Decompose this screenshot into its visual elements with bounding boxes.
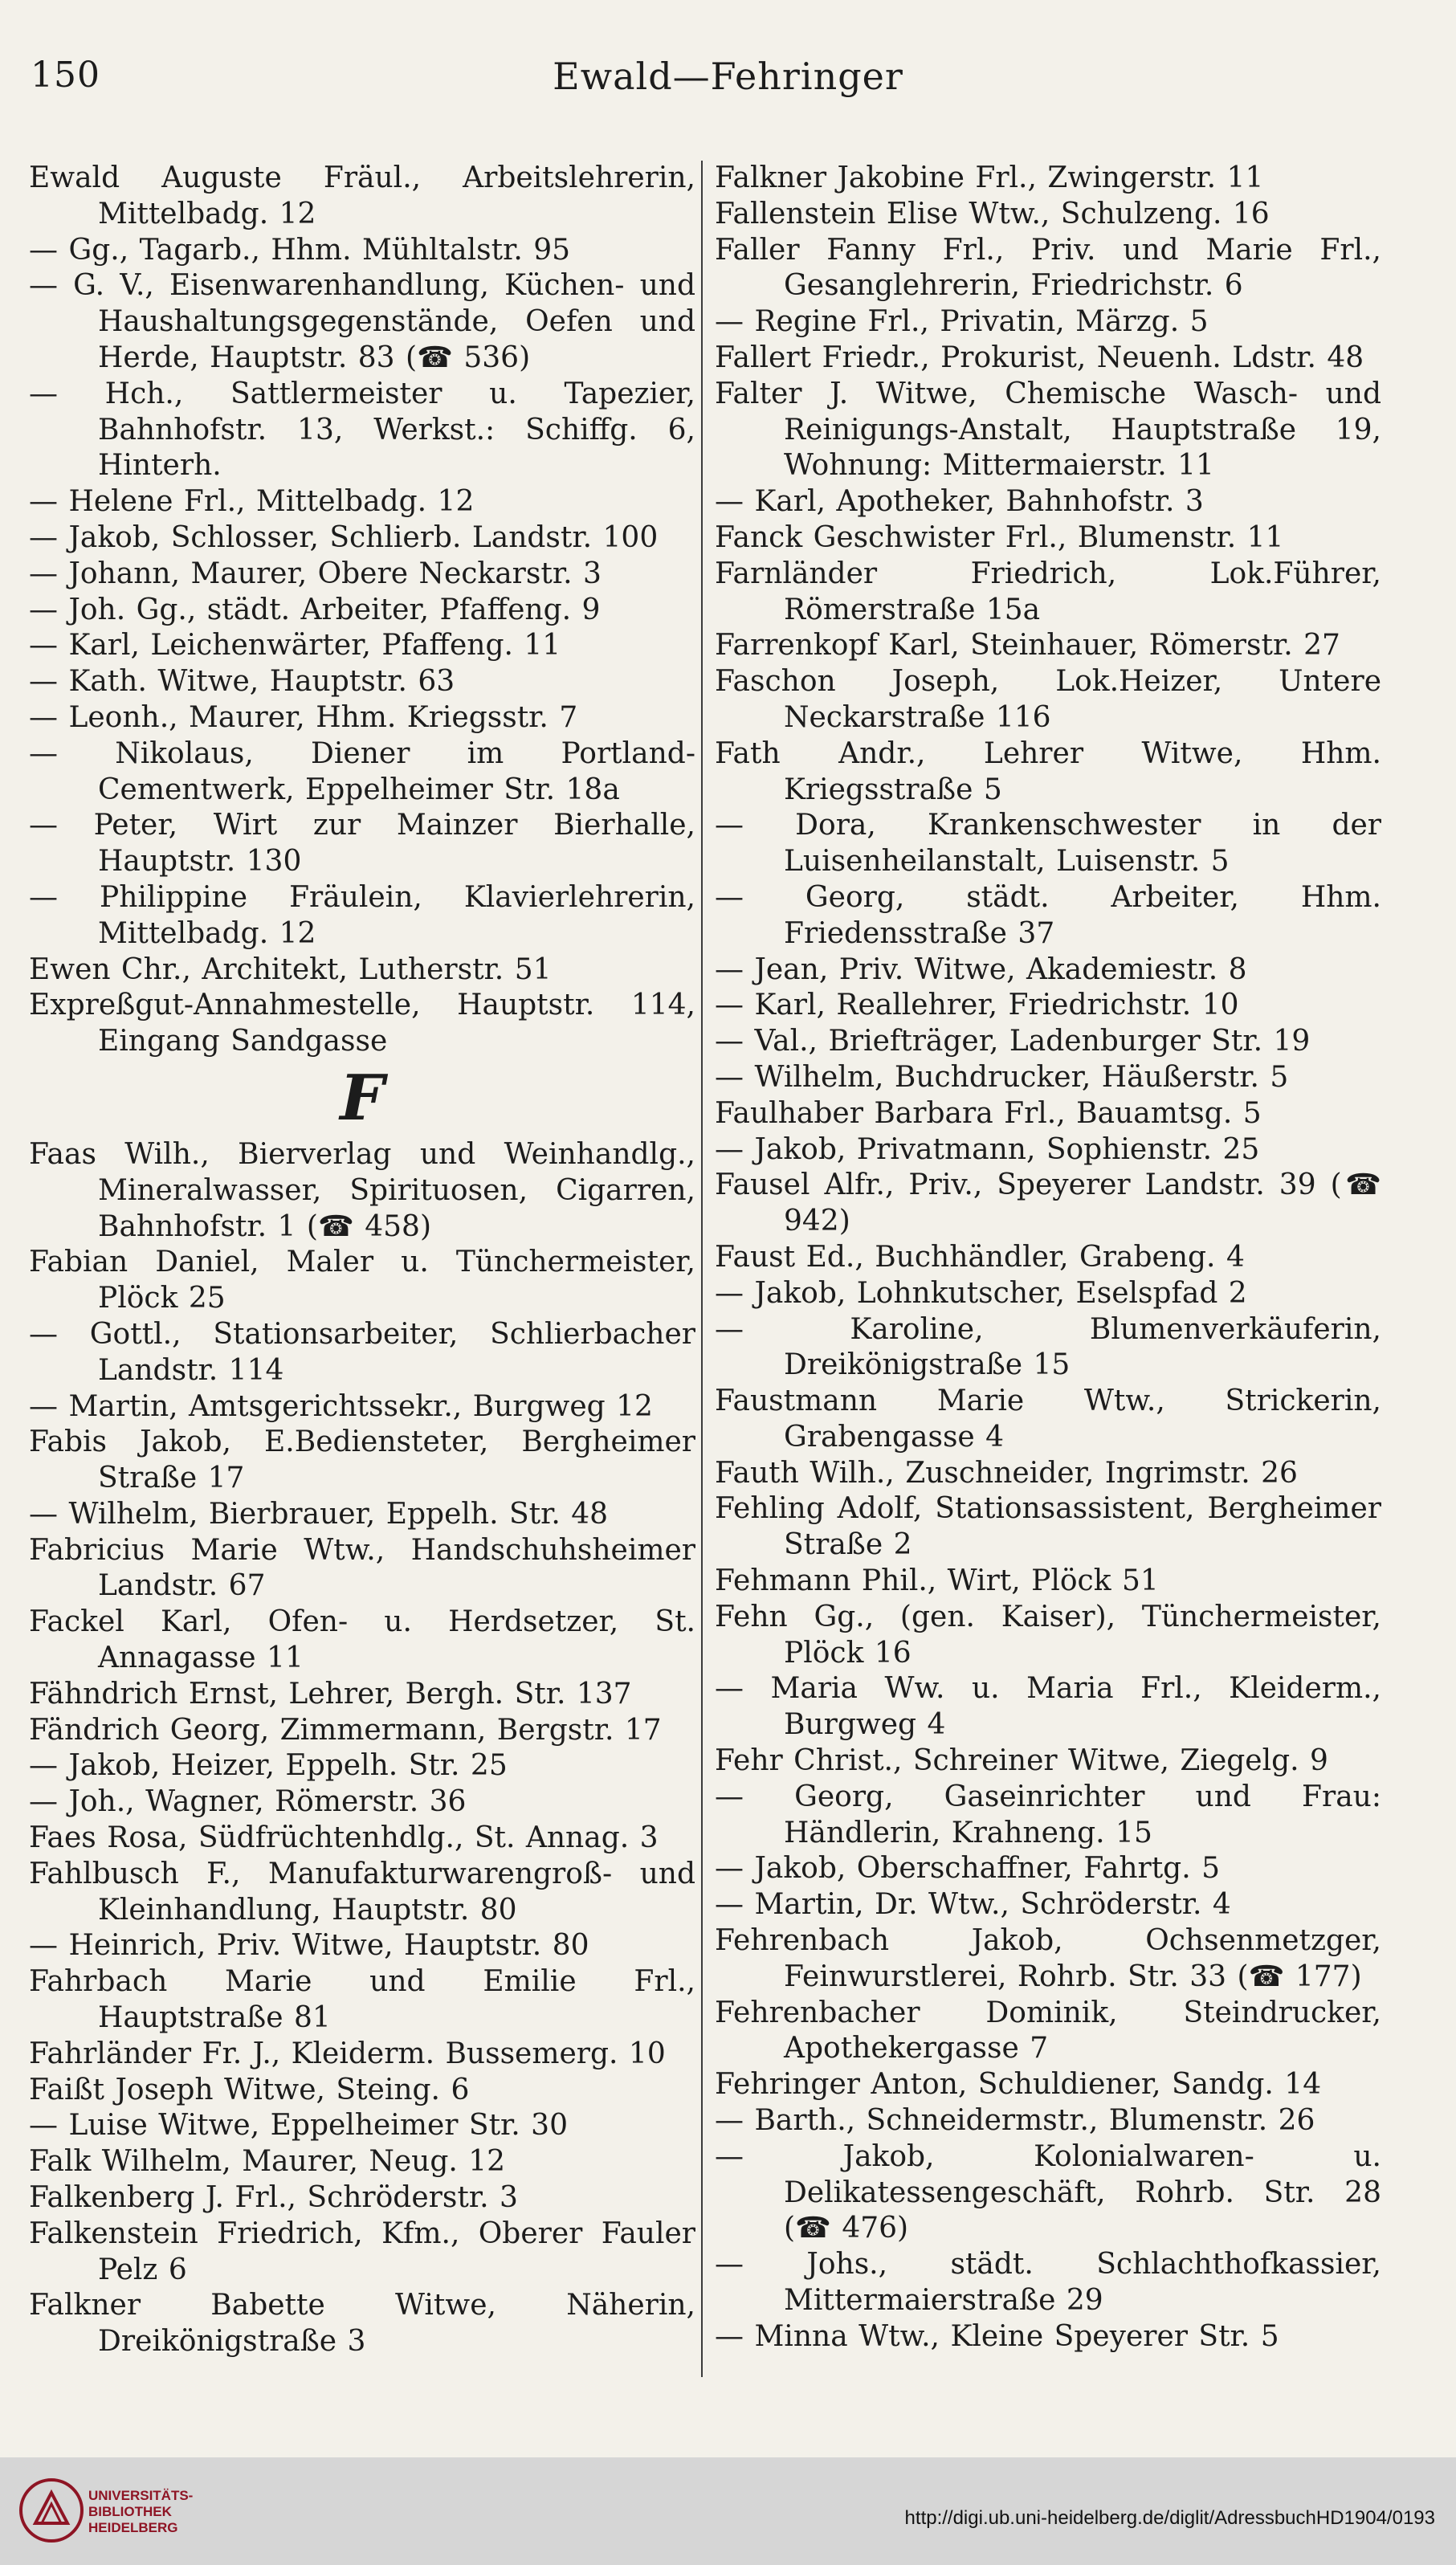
right-column-entry: Farrenkopf Karl, Steinhauer, Römerstr. 27 [715,629,1340,663]
column-divider [701,161,703,2377]
page-header [0,55,1456,111]
left-column-entry: Falkenstein Friedrich, Kfm., Oberer Fauler Pelz 6 [29,2216,695,2286]
right-column-entry: Farnländer Friedrich, Lok.Führer, Römerstraße 15a [715,557,1381,626]
source-url-link[interactable]: http://digi.ub.uni-heidelberg.de/diglit/AdressbuchHD1904/0193 [904,2507,1435,2529]
left-column-entry: — Heinrich, Priv. Witwe, Hauptstr. 80 [29,1929,589,1963]
right-column-entry: — Karl, Apotheker, Bahnhofstr. 3 [715,485,1204,519]
right-column-entry: Fallert Friedr., Prokurist, Neuenh. Ldstr. 48 [715,341,1364,374]
left-column-entry: — Leonh., Maurer, Hhm. Kriegsstr. 7 [29,700,578,734]
footer-bar [0,2457,1456,2565]
left-column-entry: — Helene Frl., Mittelbadg. 12 [29,485,475,519]
left-column-entry: — Hch., Sattlermeister u. Tapezier, Bahnhofstr. 13, Werkst.: Schiffg. 6, Hinterh. [29,377,695,483]
left-column-entry: Faißt Joseph Witwe, Steing. 6 [29,2073,470,2106]
right-column-entry: — Barth., Schneidermstr., Blumenstr. 26 [715,2104,1315,2138]
right-column-entry: Fallenstein Elise Wtw., Schulzeng. 16 [715,197,1270,230]
right-column-entry: — Jakob, Lohnkutscher, Eselspfad 2 [715,1276,1247,1310]
right-column-entry: — Minna Wtw., Kleine Speyerer Str. 5 [715,2319,1279,2353]
left-column-entry: Fabian Daniel, Maler u. Tünchermeister, Plöck 25 [29,1246,695,1315]
right-column-entry: — Val., Briefträger, Ladenburger Str. 19 [715,1025,1311,1058]
right-column-entry: Falkner Jakobine Frl., Zwingerstr. 11 [715,161,1264,194]
left-column-entry: Fabis Jakob, E.Bediensteter, Bergheimer Straße 17 [29,1425,695,1495]
left-column-entry: — Karl, Leichenwärter, Pfaffeng. 11 [29,629,561,663]
right-column-entry: Faschon Joseph, Lok.Heizer, Untere Neckarstraße 116 [715,665,1381,734]
university-seal-icon [18,2477,85,2544]
left-column-entry: Fahrbach Marie und Emilie Frl., Hauptstraße 81 [29,1965,695,2035]
right-column-entry: Fehr Christ., Schreiner Witwe, Ziegelg. 9 [715,1744,1328,1778]
left-column-entry: — Wilhelm, Bierbrauer, Eppelh. Str. 48 [29,1497,609,1531]
left-column-entry: — Gottl., Stationsarbeiter, Schlierbacher Landstr. 114 [29,1317,695,1387]
right-column-entry: — Jakob, Privatmann, Sophienstr. 25 [715,1132,1260,1166]
left-column-entry: — Joh., Wagner, Römerstr. 36 [29,1785,467,1819]
right-column-entry: — Dora, Krankenschwester in der Luisenheilanstalt, Luisenstr. 5 [715,809,1381,879]
right-column-entry: Fehringer Anton, Schuldiener, Sandg. 14 [715,2068,1322,2102]
left-column-entry: Falk Wilhelm, Maurer, Neug. 12 [29,2145,506,2179]
left-column-entry: — Jakob, Schlosser, Schlierb. Landstr. 100 [29,520,659,554]
right-column-entry: Fehling Adolf, Stationsassistent, Bergheimer Straße 2 [715,1492,1381,1562]
library-logo-text: UNIVERSITÄTS- BIBLIOTHEK HEIDELBERG [88,2488,194,2535]
right-column-entry: — Regine Frl., Privatin, Märzg. 5 [715,305,1209,339]
running-title: Ewald—Fehringer [553,55,903,98]
left-column-entry: Fahrländer Fr. J., Kleiderm. Bussemerg. 10 [29,2037,666,2070]
left-column-entry: Fähndrich Ernst, Lehrer, Bergh. Str. 137 [29,1677,632,1711]
left-column-entry: Falkner Babette Witwe, Näherin, Dreikönigstraße 3 [29,2289,695,2359]
right-column-entry: — Wilhelm, Buchdrucker, Häußerstr. 5 [715,1060,1289,1094]
right-column-entry: Fauth Wilh., Zuschneider, Ingrimstr. 26 [715,1456,1298,1490]
right-column-entry: Fehmann Phil., Wirt, Plöck 51 [715,1564,1159,1598]
right-column-entry: Fath Andr., Lehrer Witwe, Hhm. Kriegsstraße 5 [715,736,1381,806]
left-column-entry: Fackel Karl, Ofen- u. Herdsetzer, St. Annagasse 11 [29,1605,695,1675]
left-column-entry: — Martin, Amtsgerichtssekr., Burgweg 12 [29,1389,653,1423]
left-column-entry: Falkenberg J. Frl., Schröderstr. 3 [29,2181,518,2215]
right-column-entry: Faustmann Marie Wtw., Strickerin, Grabengasse 4 [715,1384,1381,1454]
right-column-entry: Fehrenbach Jakob, Ochsenmetzger, Feinwurstlerei, Rohrb. Str. 33 (☎ 177) [715,1924,1381,1993]
right-column-entry: — Maria Ww. u. Maria Frl., Kleiderm., Burgweg 4 [715,1672,1381,1742]
right-column-entry: — Johs., städt. Schlachthofkassier, Mittermaierstraße 29 [715,2248,1381,2318]
left-column-entry: — Luise Witwe, Eppelheimer Str. 30 [29,2109,568,2143]
left-column-entry: — Kath. Witwe, Hauptstr. 63 [29,665,455,699]
right-column-entry: — Georg, städt. Arbeiter, Hhm. Friedensstraße 37 [715,880,1381,950]
right-column-entry: — Jean, Priv. Witwe, Akademiestr. 8 [715,952,1247,986]
right-column-entry: Faller Fanny Frl., Priv. und Marie Frl., Gesanglehrerin, Friedrichstr. 6 [715,233,1381,303]
right-column-entry: Fanck Geschwister Frl., Blumenstr. 11 [715,520,1284,554]
right-column-entry: Fausel Alfr., Priv., Speyerer Landstr. 39 (☎ 942) [715,1168,1381,1238]
right-column-entry: — Georg, Gaseinrichter und Frau: Händlerin, Krahneng. 15 [715,1780,1381,1849]
left-column-entry: — Gg., Tagarb., Hhm. Mühltalstr. 95 [29,233,571,267]
right-column-entry: Faulhaber Barbara Frl., Bauamtsg. 5 [715,1096,1262,1130]
left-column [29,161,695,2360]
right-column [715,161,1381,2355]
right-column-entry: — Karoline, Blumenverkäuferin, Dreikönigstraße 15 [715,1312,1381,1382]
left-column-entry: — Joh. Gg., städt. Arbeiter, Pfaffeng. 9 [29,593,601,626]
right-column-entry: Faust Ed., Buchhändler, Grabeng. 4 [715,1240,1245,1274]
left-column-entry: — Peter, Wirt zur Mainzer Bierhalle, Hauptstr. 130 [29,809,695,879]
right-column-entry: Fehn Gg., (gen. Kaiser), Tünchermeister, Plöck 16 [715,1600,1381,1670]
left-column-entry: Fändrich Georg, Zimmermann, Bergstr. 17 [29,1713,662,1747]
right-column-entry: — Jakob, Kolonialwaren- u. Delikatessengeschäft, Rohrb. Str. 28 (☎ 476) [715,2139,1381,2245]
left-column-entry: Expreßgut-Annahmestelle, Hauptstr. 114, Eingang Sandgasse [29,989,695,1058]
left-column-entry: Fabricius Marie Wtw., Handschuhsheimer Landstr. 67 [29,1533,695,1603]
left-column-entry: — G. V., Eisenwarenhandlung, Küchen- und Haushaltungsgegenstände, Oefen und Herde, Hauptstr. 83 (☎ 536) [29,269,695,374]
left-column-entry: — Philippine Fräulein, Klavierlehrerin, Mittelbadg. 12 [29,880,695,950]
right-column-entry: Fehrenbacher Dominik, Steindrucker, Apothekergasse 7 [715,1996,1381,2065]
left-column-entry: Faas Wilh., Bierverlag und Weinhandlg., Mineralwasser, Spirituosen, Cigarren, Bahnhofstr. 1 (☎ 458) [29,1137,695,1243]
left-column-entry: — Johann, Maurer, Obere Neckarstr. 3 [29,557,602,590]
left-column-entry: Ewald Auguste Fräul., Arbeitslehrerin, Mittelbadg. 12 [29,161,695,230]
left-column-entry: Fahlbusch F., Manufakturwarengroß- und Kleinhandlung, Hauptstr. 80 [29,1857,695,1927]
left-column-entry: — Jakob, Heizer, Eppelh. Str. 25 [29,1749,508,1783]
left-column-entry: Ewen Chr., Architekt, Lutherstr. 51 [29,952,552,986]
right-column-entry: — Jakob, Oberschaffner, Fahrtg. 5 [715,1852,1221,1886]
left-column-entry: Faes Rosa, Südfrüchtenhdlg., St. Annag. 3 [29,1821,659,1855]
section-letter-heading: F [340,1061,385,1135]
left-column-entry: — Nikolaus, Diener im Portland-Cementwerk, Eppelheimer Str. 18a [29,736,695,806]
right-column-entry: Falter J. Witwe, Chemische Wasch- und Reinigungs-Anstalt, Hauptstraße 19, Wohnung: Mittermaierstr. 11 [715,377,1381,483]
right-column-entry: — Karl, Reallehrer, Friedrichstr. 10 [715,989,1239,1022]
right-column-entry: — Martin, Dr. Wtw., Schröderstr. 4 [715,1888,1231,1922]
page-number: 150 [31,55,100,96]
